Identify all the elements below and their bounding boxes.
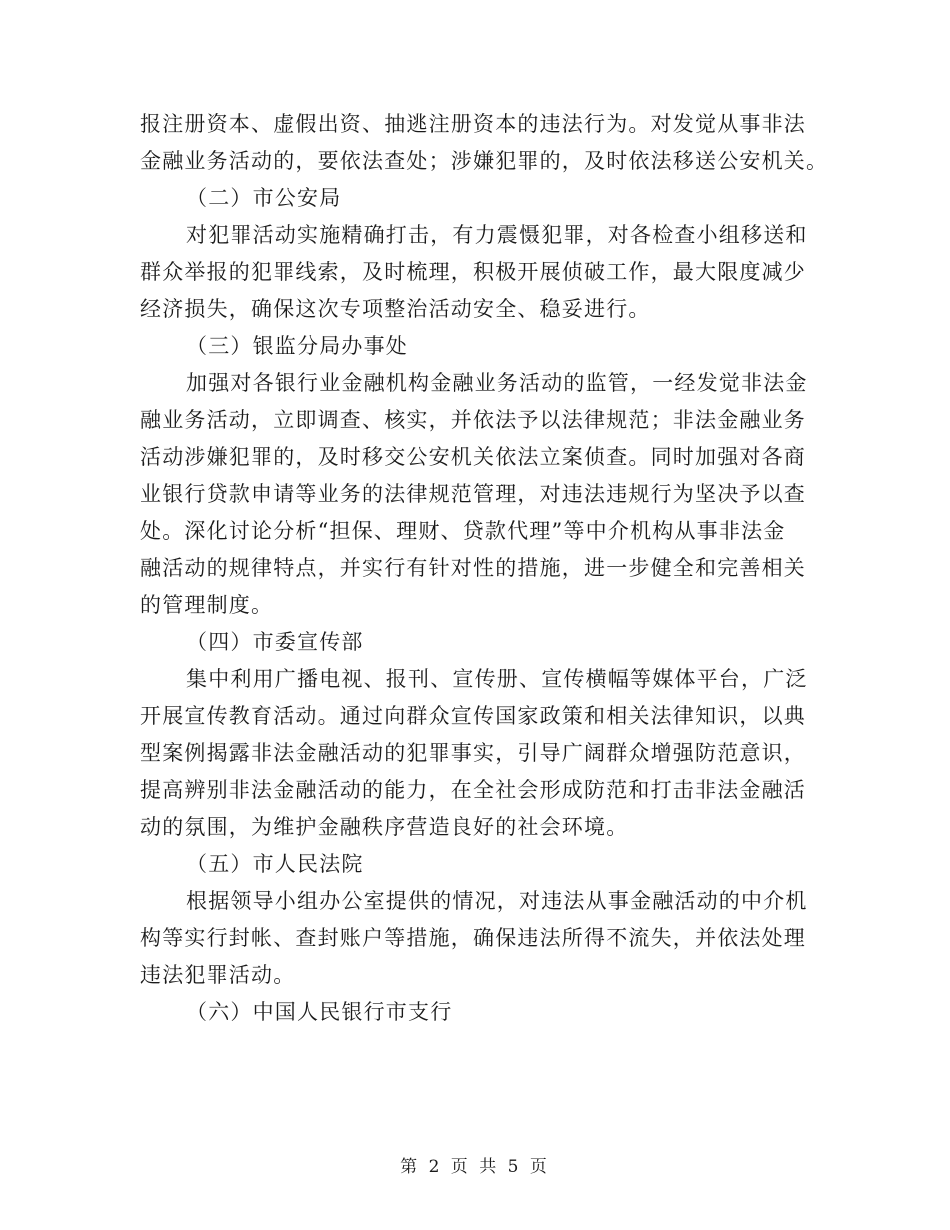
body-line: 经济损失，确保这次专项整治活动安全、稳妥进行。 [140, 297, 651, 321]
paragraph-first-line: 对犯罪活动实施精确打击，有力震慑犯罪，对各检查小组移送和 [186, 223, 808, 247]
body-line: 构等实行封帐、查封账户等措施，确保违法所得不流失，并依法处理 [140, 926, 806, 950]
paragraph-first-line: 加强对各银行业金融机构金融业务活动的监管，一经发觉非法金 [186, 371, 808, 395]
section-heading: （二）市公安局 [186, 186, 342, 210]
page-number-footer: 第 2 页 共 5 页 [400, 1157, 550, 1177]
section-heading: （四）市委宣传部 [186, 630, 364, 654]
body-line: 动的氛围，为维护金融秩序营造良好的社会环境。 [140, 815, 629, 839]
body-line: 金融业务活动的，要依法查处；涉嫌犯罪的，及时依法移送公安机关。 [140, 149, 829, 173]
section-heading: （三）银监分局办事处 [186, 334, 408, 358]
body-line: 业银行贷款申请等业务的法律规范管理，对违法违规行为坚决予以查 [140, 482, 806, 506]
body-line: 开展宣传教育活动。通过向群众宣传国家政策和相关法律知识，以典 [140, 704, 806, 728]
document-body [140, 106, 829, 1031]
paragraph-first-line: 集中利用广播电视、报刊、宣传册、宣传横幅等媒体平台，广泛 [186, 667, 808, 691]
body-line: 提高辨别非法金融活动的能力，在全社会形成防范和打击非法金融活 [140, 778, 806, 802]
body-line: 违法犯罪活动。 [140, 963, 296, 987]
paragraph-first-line: 根据领导小组办公室提供的情况，对违法从事金融活动的中介机 [186, 889, 808, 913]
section-heading: （五）市人民法院 [186, 852, 364, 876]
body-line: 报注册资本、虚假出资、抽逃注册资本的违法行为。对发觉从事非法 [140, 112, 806, 136]
body-line: 的管理制度。 [140, 593, 274, 617]
body-line: 融活动的规律特点，并实行有针对性的措施，进一步健全和完善相关 [140, 556, 806, 580]
body-line: 型案例揭露非法金融活动的犯罪事实，引导广阔群众增强防范意识， [140, 741, 806, 765]
body-line: 群众举报的犯罪线索，及时梳理，积极开展侦破工作，最大限度减少 [140, 260, 806, 284]
body-line: 活动涉嫌犯罪的，及时移交公安机关依法立案侦查。同时加强对各商 [140, 445, 806, 469]
body-line: 融业务活动，立即调查、核实，并依法予以法律规范；非法金融业务 [140, 408, 806, 432]
body-line: 处。深化讨论分析“担保、理财、贷款代理”等中介机构从事非法金 [140, 519, 786, 543]
section-heading: （六）中国人民银行市支行 [186, 1000, 453, 1024]
